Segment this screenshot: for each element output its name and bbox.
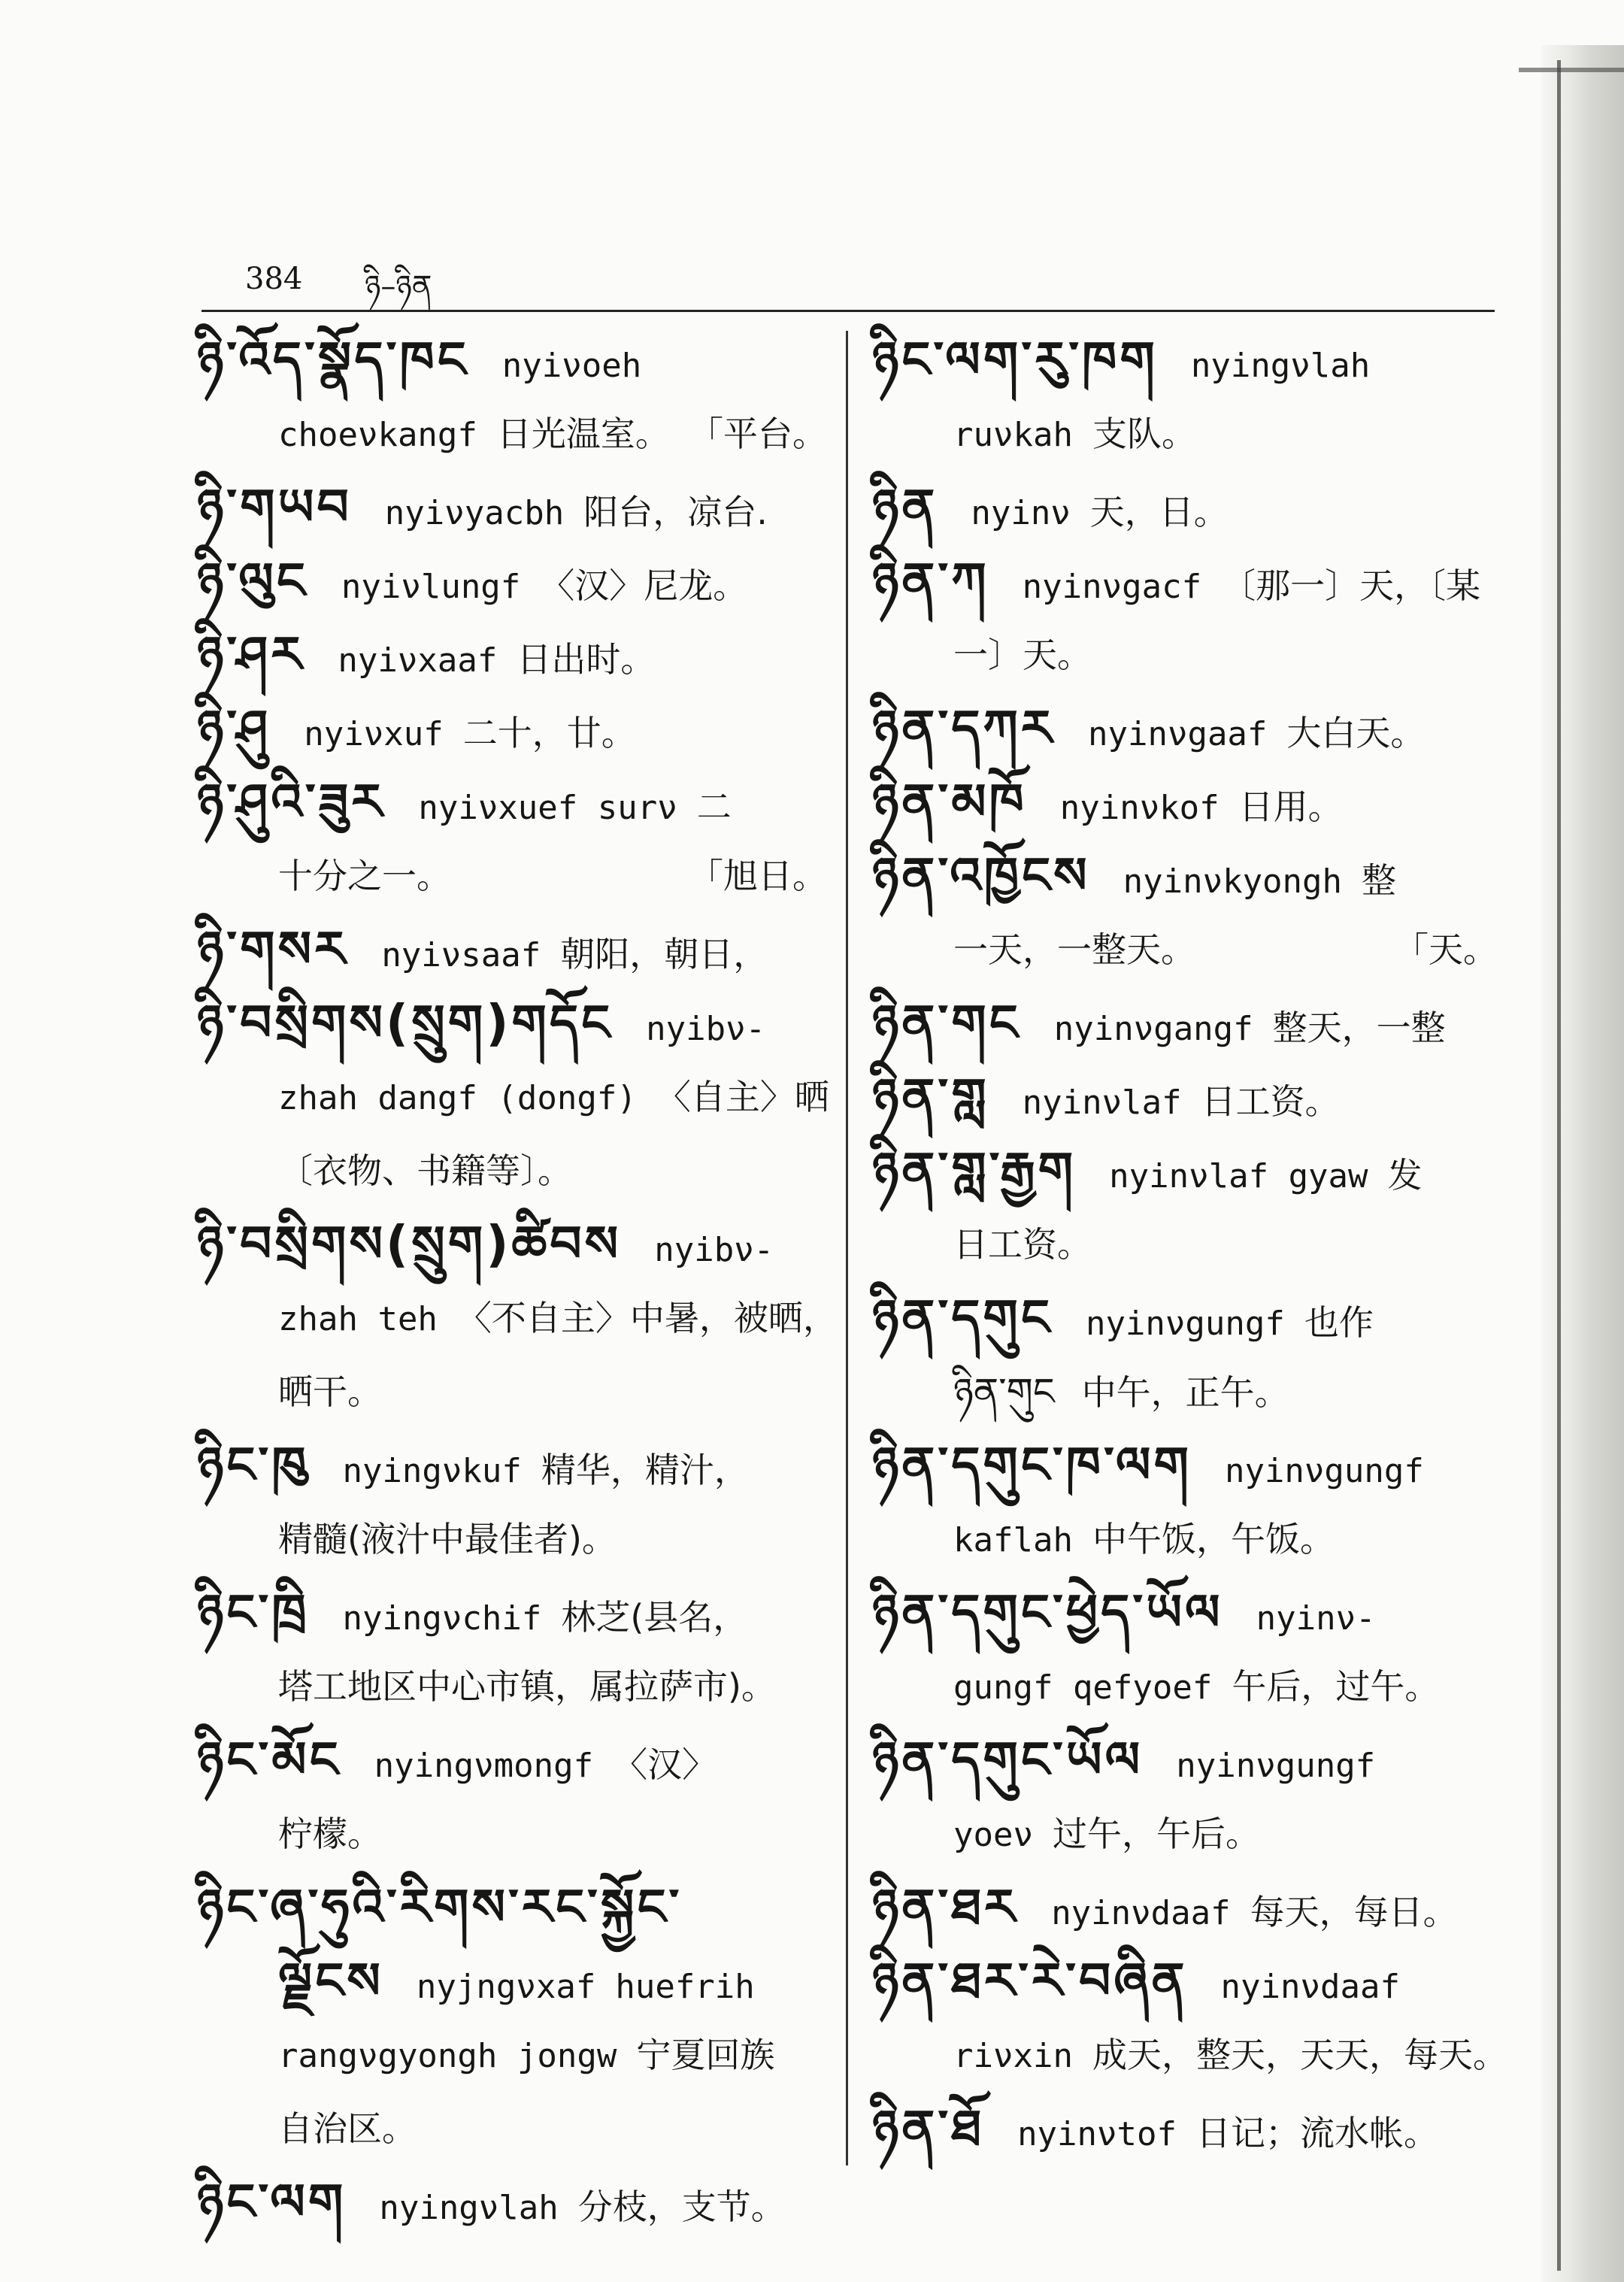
romanization: nyingνchif: [342, 1599, 542, 1638]
entry-headline: [197, 1208, 827, 1281]
romanization: nyiνxaaf: [338, 641, 498, 680]
romanization: nyibν-: [646, 1010, 766, 1048]
tibetan-headword: ཉིང་ཁྲི: [197, 1583, 310, 1641]
tibetan-headword: ཉིན་ཀ: [872, 552, 989, 610]
romanization: nyiνlungf: [341, 568, 521, 606]
romanization: nyingνlah: [1190, 347, 1371, 385]
tibetan-headword: ཉིང་ལག: [197, 2173, 347, 2231]
romanization-extra: huefrih: [615, 1968, 755, 2006]
romanization: zhah teh: [278, 1300, 438, 1338]
romanization: nyinνgangf: [1053, 1010, 1253, 1048]
tibetan-headword: ཉིན་དགུང་ཕྱེད་ཡོལ: [872, 1583, 1223, 1641]
chinese-gloss: 塔工地区中心市镇，属拉萨市)。: [278, 1666, 776, 1707]
entry-headline: [197, 1871, 827, 1944]
romanization: nyingνlah: [379, 2189, 559, 2227]
chinese-gloss: 十分之一。: [278, 856, 451, 896]
dictionary-entry: [197, 765, 827, 913]
romanization: nyinνkof: [1059, 789, 1220, 827]
chinese-gloss: 成天，整天，天天，每天。: [1092, 2035, 1507, 2075]
right-column: [872, 323, 1507, 2165]
tibetan-headword: ཉིན་ཐར་རེ་བཞིན: [872, 1952, 1188, 2010]
scan-shadow-edge: [1541, 45, 1624, 2282]
dictionary-entry: [872, 323, 1498, 471]
entry-continuation: [872, 1208, 1498, 1281]
romanization: nyiνoeh: [501, 347, 642, 385]
entry-continuation: [872, 913, 1498, 986]
entry-continuation: [872, 618, 1498, 692]
dictionary-entry: [197, 1723, 827, 1871]
dictionary-entry: [872, 1134, 1498, 1281]
dictionary-entry: [872, 1060, 1498, 1134]
chinese-gloss: 〈汉〉: [613, 1744, 717, 1785]
romanization: nyiνxuf: [304, 715, 444, 753]
dictionary-entry: [872, 1429, 1498, 1576]
entry-continuation: [197, 1134, 827, 1208]
entry-headline: [197, 1723, 827, 1797]
entry-continuation: [197, 397, 827, 471]
entry-continuation: [197, 839, 827, 913]
entry-headline: [872, 1944, 1498, 2018]
running-head: ཉི–ཉིན: [365, 269, 432, 304]
tibetan-headword: ཉིན་དགུང་ཡོལ: [872, 1731, 1144, 1789]
scan-binding-line: [1557, 60, 1561, 2271]
entry-headline: [872, 471, 1498, 544]
chinese-gloss: 天，日。: [1089, 492, 1229, 532]
dictionary-entry: [197, 544, 827, 618]
dictionary-entry: [872, 471, 1498, 544]
entry-headline: [197, 1576, 827, 1650]
carryover-text: 「旭日。: [689, 856, 827, 896]
chinese-gloss: 日出时。: [517, 639, 656, 680]
entry-headline: [872, 1576, 1498, 1650]
romanization: nyibν-: [654, 1231, 774, 1269]
dictionary-entry: [872, 544, 1498, 692]
chinese-gloss: 晒干。: [278, 1371, 382, 1412]
entry-continuation: [197, 2092, 827, 2165]
dictionary-entry: [872, 839, 1498, 986]
chinese-gloss: 每天，每日。: [1250, 1892, 1458, 1932]
entry-headline: [197, 692, 827, 765]
chinese-gloss: 日工资。: [1201, 1081, 1340, 1122]
dictionary-entry: [197, 986, 827, 1208]
tibetan-headword: ཉིང་ཞ་ཧུའི་རིགས་རང་སྐྱོང་: [197, 1878, 683, 1936]
chinese-gloss: 〈自主〉晒: [656, 1077, 829, 1117]
romanization: nyinνgacf: [1022, 568, 1202, 606]
entry-headline: [872, 1871, 1498, 1944]
romanization: nyinνgungf: [1085, 1305, 1285, 1343]
chinese-gloss: 〔那一〕天，〔某: [1221, 565, 1481, 606]
tibetan-headword: ཉིན་དགུང: [872, 1289, 1053, 1347]
chinese-gloss: 精髓(液汁中最佳者)。: [278, 1519, 617, 1559]
romanization: nyinν: [971, 494, 1071, 532]
entry-headline: [872, 1134, 1498, 1208]
entry-headline: [872, 1723, 1498, 1797]
romanization: gungf qefyoef: [953, 1668, 1213, 1707]
romanization: nyingνkuf: [342, 1452, 522, 1490]
entry-continuation: [872, 397, 1498, 471]
chinese-gloss: 发: [1387, 1155, 1423, 1196]
dictionary-entry: [197, 1429, 827, 1576]
entry-headline: [197, 471, 827, 544]
chinese-gloss: 日记；流水帐。: [1195, 2113, 1438, 2153]
entry-continuation: [197, 1944, 827, 2018]
romanization: riνxin: [953, 2037, 1073, 2075]
romanization: nyinνkyongh: [1123, 862, 1343, 901]
romanization: nyingνmongf: [374, 1747, 594, 1785]
entry-continuation: [197, 1650, 827, 1723]
column-divider: [846, 331, 848, 2165]
chinese-gloss: 〈不自主〉中暑，被晒，: [456, 1298, 838, 1338]
chinese-gloss: 支队。: [1092, 414, 1196, 454]
entry-headline: [872, 2092, 1498, 2165]
tibetan-headword: ལྗོངས: [278, 1952, 383, 2010]
tibetan-headword: ཉི་འོད་སྣོད་ཁང: [197, 331, 469, 389]
chinese-gloss: 二十，廿。: [462, 713, 636, 753]
chinese-gloss: 中午，正午。: [1081, 1372, 1289, 1413]
tibetan-headword: ཉིན་དགུང་ཁ་ལག: [872, 1436, 1192, 1494]
romanization: nyinνdaaf: [1051, 1894, 1231, 1932]
romanization: kaflah: [953, 1521, 1073, 1559]
entry-headline: [872, 544, 1498, 618]
entry-continuation: [872, 1502, 1498, 1576]
entry-headline: [872, 839, 1498, 913]
romanization: nyjngνxaf: [416, 1968, 596, 2006]
romanization: rangνgyongh jongw: [278, 2037, 617, 2075]
entry-headline: [197, 765, 827, 839]
entry-headline: [197, 913, 827, 986]
romanization: nyinνgungf: [1176, 1747, 1376, 1785]
romanization: nyiνyacbh: [384, 494, 565, 532]
tibetan-headword: ཉིང་ཁུ: [197, 1436, 310, 1494]
chinese-gloss: 柠檬。: [278, 1814, 382, 1854]
entry-continuation: [197, 1355, 827, 1429]
tibetan-headword: ཉིན་གླ: [872, 1068, 989, 1126]
tibetan-headword: ཉིན་འཁྱོངས: [872, 847, 1090, 905]
entry-headline: [197, 544, 827, 618]
entry-headline: [872, 1429, 1498, 1502]
dictionary-entry: [872, 1281, 1498, 1429]
entry-headline: [872, 1060, 1498, 1134]
chinese-gloss: 精华，精汁，: [541, 1450, 749, 1490]
romanization: nyiνxuef surν: [418, 789, 677, 827]
dictionary-entry: [872, 765, 1498, 839]
entry-continuation: [872, 1355, 1498, 1429]
entry-headline: [197, 618, 827, 692]
dictionary-entry: [197, 913, 827, 986]
entry-continuation: [197, 1797, 827, 1871]
romanization: nyinνtof: [1017, 2115, 1177, 2153]
chinese-gloss: 过午，午后。: [1052, 1814, 1260, 1854]
chinese-gloss: 一〕天。: [953, 635, 1092, 675]
dictionary-entry: [872, 692, 1498, 765]
romanization: nyiνsaaf: [381, 936, 541, 974]
scan-top-mark: [1519, 68, 1624, 72]
chinese-gloss: 宁夏回族: [636, 2035, 775, 2075]
entry-continuation: [197, 2018, 827, 2092]
tibetan-headword: ཉི་ལུང: [197, 552, 308, 610]
carryover-text: 「天。: [1394, 929, 1498, 970]
romanization: nyinν-: [1256, 1599, 1376, 1638]
dictionary-entry: [872, 1871, 1498, 1944]
chinese-gloss: 林芝(县名，: [561, 1597, 748, 1638]
tibetan-headword: ཉིན་དཀར: [872, 699, 1055, 757]
page-number: 384: [245, 262, 303, 296]
entry-continuation: [872, 1650, 1498, 1723]
tibetan-headword: ཉི་བསྲིགས(སྲུག)ཚིབས: [197, 1215, 622, 1273]
dictionary-entry: [197, 1576, 827, 1723]
dictionary-entry: [197, 2165, 827, 2239]
chinese-gloss: 日用。: [1238, 786, 1343, 827]
dictionary-entry: [872, 1723, 1498, 1871]
dictionary-entry: [197, 1871, 827, 2165]
dictionary-entry: [197, 471, 827, 544]
entry-headline: [197, 1429, 827, 1502]
chinese-gloss: 也作: [1304, 1302, 1374, 1343]
chinese-gloss: 大白天。: [1286, 713, 1426, 753]
romanization: choeνkangf: [278, 416, 477, 454]
tibetan-headword: ཉིན་ཐོ: [872, 2099, 985, 2157]
tibetan-headword: ཉིན་མཁོ: [872, 773, 1027, 831]
dictionary-entry: [197, 692, 827, 765]
chinese-gloss: 二: [696, 786, 732, 827]
dictionary-entry: [197, 323, 827, 471]
entry-headline: [872, 765, 1498, 839]
tibetan-variant: ཉིན་གུང: [953, 1370, 1055, 1414]
tibetan-headword: ཉི་ཤར: [197, 626, 305, 683]
entry-headline: [197, 323, 827, 397]
tibetan-headword: ཉིན་གླ་རྒྱག: [872, 1141, 1077, 1199]
entry-continuation: [197, 1502, 827, 1576]
chinese-gloss: 整: [1362, 860, 1397, 901]
entry-headline: [197, 986, 827, 1060]
tibetan-headword: ཉི་གཡབ: [197, 478, 352, 536]
chinese-gloss: 〔衣物、书籍等〕。: [278, 1150, 572, 1191]
dictionary-entry: [872, 2092, 1498, 2165]
chinese-gloss: 自治区。: [278, 2108, 417, 2149]
entry-headline: [872, 692, 1498, 765]
chinese-gloss: 〈汉〉尼龙。: [540, 565, 748, 606]
romanization: nyinνgungf: [1224, 1452, 1424, 1490]
romanization: nyinνgaaf: [1088, 715, 1268, 753]
tibetan-headword: ཉིན་ཐར: [872, 1878, 1019, 1936]
entry-continuation: [197, 1281, 838, 1355]
entry-continuation: [872, 2018, 1507, 2092]
tibetan-headword: ཉིང་ལག་རུ་ཁག: [872, 331, 1158, 389]
romanization: nyinνlaf: [1022, 1083, 1182, 1122]
entry-headline: [197, 2165, 827, 2239]
romanization: zhah dangf (dongf): [278, 1079, 637, 1117]
dictionary-entry: [872, 1576, 1498, 1723]
chinese-gloss: 中午饭，午饭。: [1092, 1519, 1335, 1559]
entry-headline: [872, 323, 1498, 397]
entry-continuation: [872, 1797, 1498, 1871]
tibetan-headword: ཉི་བསྲིགས(སྲུག)གདོང: [197, 994, 614, 1052]
tibetan-headword: ཉི་ཤུའི་ཟུར: [197, 773, 386, 831]
romanization: nyinνdaaf: [1220, 1968, 1400, 2006]
tibetan-headword: ཉི་ཤུ: [197, 699, 271, 757]
entry-headline: [872, 1281, 1498, 1355]
chinese-gloss: 分枝，支节。: [577, 2187, 786, 2227]
dictionary-entry: [197, 618, 827, 692]
dictionary-entry: [872, 986, 1498, 1060]
dictionary-entry: [872, 1944, 1507, 2092]
chinese-gloss: 朝阳，朝日，: [560, 934, 768, 974]
chinese-gloss: 午后，过午。: [1232, 1666, 1440, 1707]
dictionary-entry: [197, 1208, 838, 1429]
romanization: nyinνlaf gyaw: [1109, 1157, 1368, 1196]
tibetan-headword: ཉིན་གང: [872, 994, 1021, 1052]
entry-headline: [872, 986, 1498, 1060]
chinese-gloss: 一天，一整天。: [953, 929, 1195, 970]
tibetan-headword: ཉིང་མོང: [197, 1731, 341, 1789]
tibetan-headword: ཉི་གསར: [197, 920, 349, 978]
entry-continuation: [197, 1060, 827, 1134]
carryover-text: 「平台。: [689, 414, 827, 454]
chinese-gloss: 日光温室。: [496, 414, 670, 454]
header-rule: [201, 310, 1495, 312]
romanization: ruνkah: [953, 416, 1073, 454]
chinese-gloss: 整天，一整: [1272, 1008, 1446, 1048]
romanization: yoeν: [953, 1816, 1033, 1854]
tibetan-headword: ཉིན: [872, 478, 938, 536]
chinese-gloss: 日工资。: [953, 1224, 1092, 1265]
chinese-gloss: 阳台，凉台.: [583, 492, 768, 532]
left-column: [197, 323, 838, 2239]
